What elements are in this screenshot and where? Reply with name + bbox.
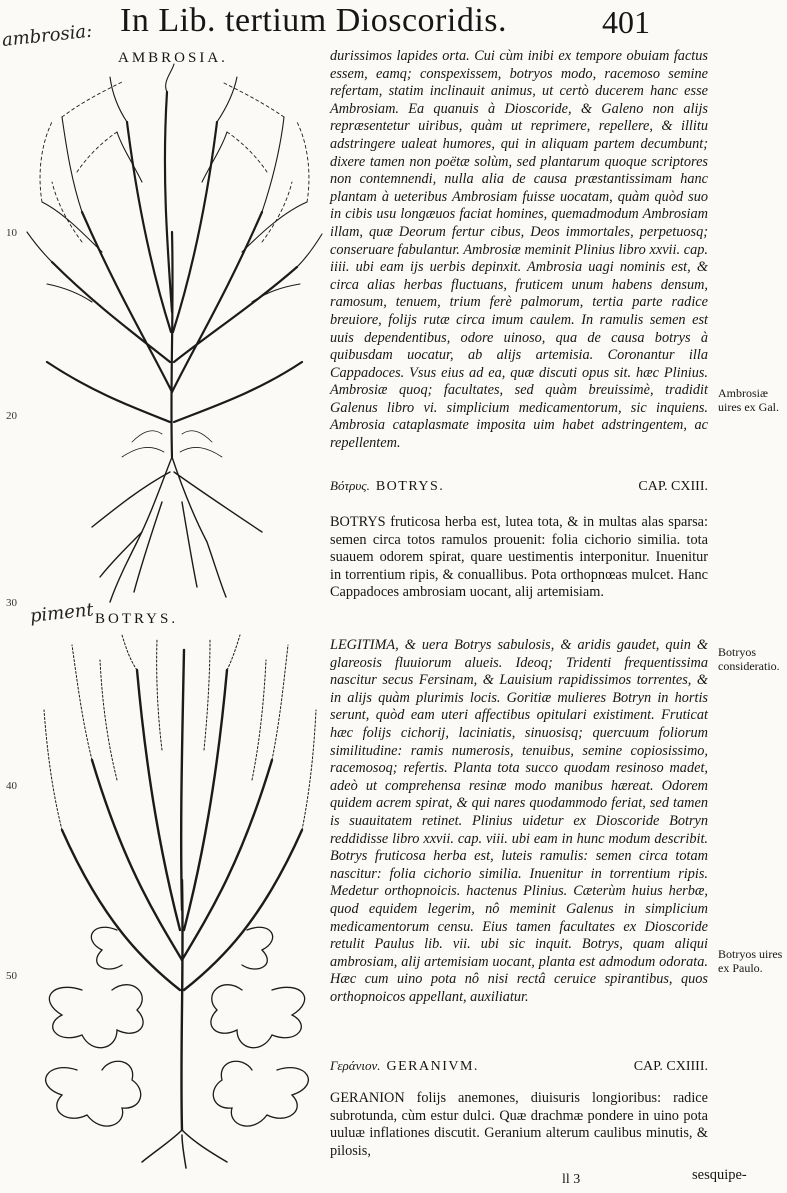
margin-note: Botryos consideratio.: [718, 645, 780, 673]
handwritten-annotation-mid: piment: [28, 599, 95, 627]
running-head: In Lib. tertium Dioscoridis.: [120, 2, 508, 39]
geranium-chapter-number: CAP. CXIIII.: [633, 1059, 708, 1074]
geranium-greek-title: Γεράνιον.: [330, 1058, 381, 1073]
plate-caption-botrys: BOTRYS.: [95, 611, 179, 627]
botrys-greek-title: Βότρυς.: [330, 478, 370, 493]
botrys-latin-title: BOTRYS.: [375, 479, 445, 494]
signature-mark: ll 3: [562, 1172, 581, 1187]
folio-number: 401: [602, 4, 650, 40]
geranium-chapter-heading: [330, 1058, 708, 1075]
botrys-commentary: [330, 637, 708, 1006]
line-number: 20: [6, 410, 17, 422]
margin-note: Botryos uires ex Paulo.: [718, 947, 783, 975]
botrys-woodcut-icon: [22, 630, 328, 1170]
geranium-text: [330, 1090, 708, 1160]
plate-caption-ambrosia: AMBROSIA.: [118, 50, 228, 66]
line-number: 10: [6, 227, 17, 239]
ambrosia-commentary-text: durissimos lapides orta. Cui cùm inibi ex tempore obuiam factus essem, eamq; conspexissem, botryos modo, racemoso semine refertam, statim inclinauit animus, ut certò ducerem hanc esse Ambrosiam. Ea quanuis à Dioscoride, & Galeno non alijs repræsentetur uiribus, quàm ut reprimere, repellere, & illitu adstringere ualeat humores, qui in aliquam partem decumbunt; dixere tamen non poëtæ solùm, sed plantarum quoque scriptores non contemnendi, nulla alia de causa præstantissimam hanc plantam à ueteribus Ambrosiam fuisse uocatam, quàm quòd suo in cibis usu longæuos faciat homines, quemadmodum Ambrosiam illam, quæ Deorum fertur cibus, Deos immortales, perpetuosq; conseruare fabulantur. Ambrosiæ meminit Plinius libro xxvii. cap. iiii. ubi eam ijs uerbis depinxit. Ambrosia uagi nominis est, & circa alias herbas fluctuans, fruticem unum habens densum, ramosum, tenuem, trium ferè palmorum, tertia parte radice breuiore, folijs rutæ circa imum caulem. In ramulis semen est uuis dependentibus, odore uinoso, qua de causa botrys à quibusdam uocatur, ab alijs artemisia. Coronantur illa Cappadoces. Vsus eius ad ea, quæ discuti opus sit. hæc Plinius. Ambrosiæ quoq; facultates, sed quàm breuissimè, tradidit Galenus libro vi. simplicium medicamentorum, sic inquiens. Ambrosia cataplasmate imposita uim habet adstringentem, ac repellentem.: [330, 48, 708, 452]
line-number: 50: [6, 970, 17, 982]
geranium-latin-title: GERANIVM.: [386, 1059, 479, 1074]
botrys-chapter-number: CAP. CXIII.: [638, 479, 708, 494]
botrys-chapter-heading: [330, 478, 708, 495]
margin-note: Ambrosiæ uires ex Gal.: [718, 386, 779, 414]
ambrosia-woodcut-icon: [22, 62, 328, 608]
handwritten-annotation-top: ambrosia:: [0, 20, 94, 51]
ambrosia-commentary: [330, 48, 708, 453]
botrys-text: [330, 514, 708, 602]
botrys-text-paragraph: BOTRYS fruticosa herba est, lutea tota, & in multas alas sparsa: semen circa totos ramulos prouenit: folia cichorio similia. tota suauem odorem spirat, quare uestimentis interponitur. Inuenitur in torrentium ripis, & conuallibus. Pota orthopnœas mulcet. Hanc Cappadoces ambrosiam uocant, alij artemisiam.: [330, 514, 708, 601]
botrys-commentary-text: LEGITIMA, & uera Botrys sabulosis, & aridis gaudet, quin & glareosis fluuiorum alueis. Ideoq; Tridenti frequentissima nascitur secus Fersinam, & Lauisium rapidissimos torrentes, & in alijs quàm plurimis locis. Goritiæ mulieres Botryn in hortis serunt, quòd eam uteri affectibus opitulari existiment. Fruticat hæc folijs cichorij, laciniatis, sinuosisq; quercuum foliorum similitudine: ramis numerosis, tenuibus, semine copiosissimo, racemosoq; refertis. Planta tota succo quodam resinoso madet, adeò ut comprehensa resinæ modo manibus hæreat. Odorem quidem acrem spirat, & qui nares quodammodo feriat, sed tamen is suauitatem retinet. Plinius uidetur ex Dioscoride Botryn reddidisse libro xxvii. cap. viii. ubi eam in hunc modum describit. Botrys fruticosa herba est, luteis ramulis: semen circa totam nascitur: folia cichorio similia. Inuenitur in torrentium ripis. Medetur orthopnoicis. hactenus Plinius. Cæterùm huius herbæ, quod equidem legerim, nô meminit Galenus in simplicium medicamentorum censu. Eius tamen facultates ex Dioscoride retulit Paulus lib. vii. ubi sic inquit. Botrys, quam aliqui ambrosiam, alij artemisiam uocant, planta est admodum odorata. Hæc cum uino pota nô nisi rectâ ceruice spirantibus, quos orthopnoicos appellant, auxiliatur.: [330, 637, 708, 1005]
geranium-text-paragraph: GERANION folijs anemones, diuisuris longioribus: radice subrotunda, cùm estur dulci. Quæ drachmæ pondere in uino pota uuluæ inflationes discutit. Geranium alterum caulibus minutis, & pilosis,: [330, 1090, 708, 1159]
line-number: 30: [6, 597, 17, 609]
line-number: 40: [6, 780, 17, 792]
catchword: sesquipe-: [692, 1167, 747, 1183]
